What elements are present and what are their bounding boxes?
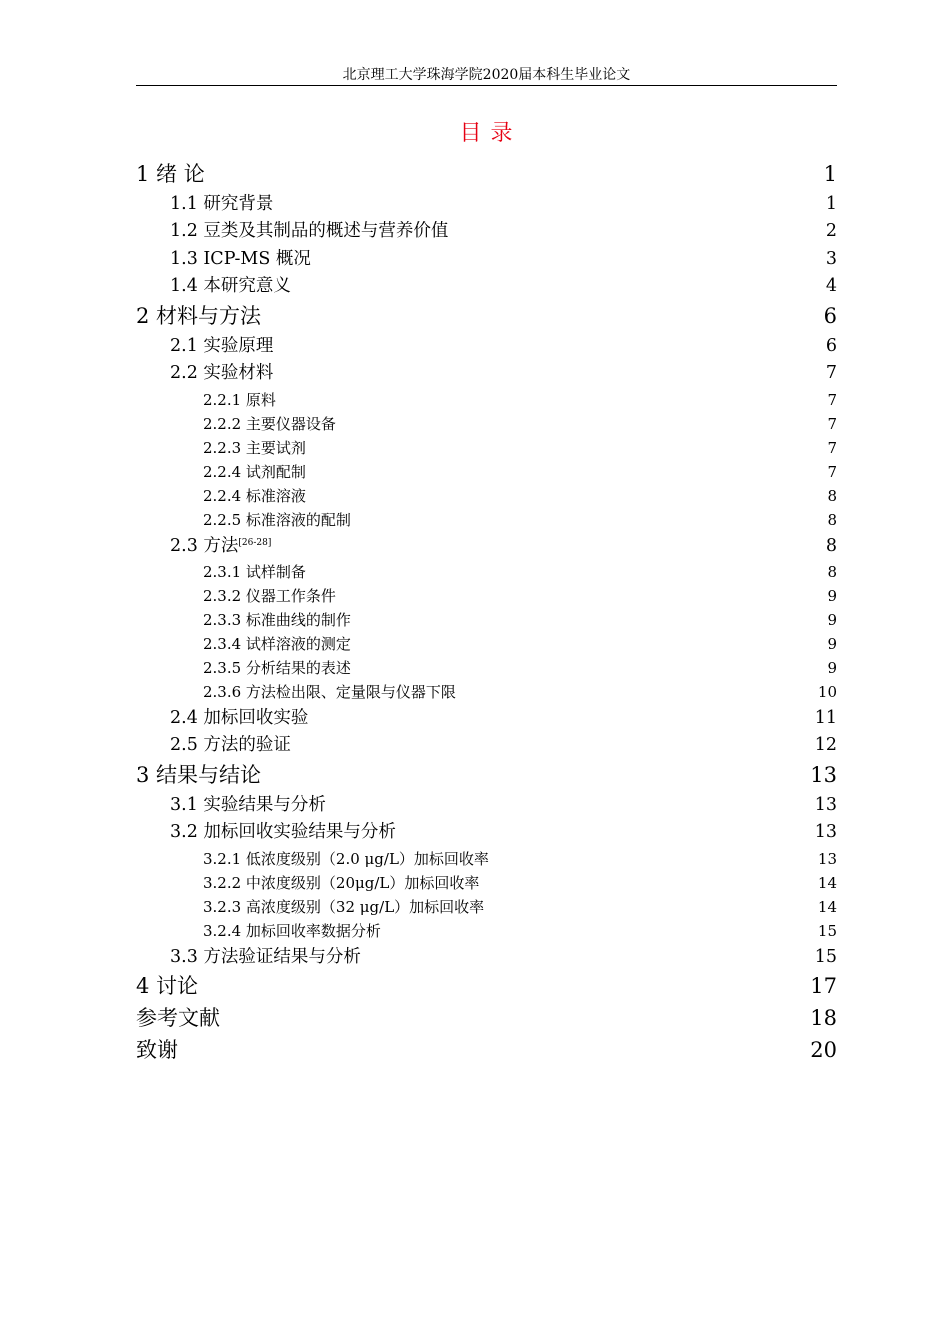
toc-entry-label	[136, 658, 351, 678]
toc-entry-text: 4 讨论	[136, 974, 199, 998]
toc-entry-text: 3.2.2 中浓度级别（20μg/L）加标回收率	[203, 874, 480, 892]
citation-superscript: [26-28]	[238, 538, 272, 548]
toc-entry-label	[136, 486, 306, 506]
toc-entry-label	[136, 873, 479, 893]
toc-entry	[136, 610, 837, 630]
toc-entry	[136, 390, 837, 410]
toc-entry-label	[136, 160, 205, 188]
toc-entry-page-number: 12	[814, 735, 837, 755]
toc-entry-text: 1.3 ICP-MS 概况	[170, 249, 311, 269]
toc-entry-text: 2.3.4 试样溶液的测定	[203, 635, 351, 653]
running-header: 北京理工大学珠海学院2020届本科生毕业论文	[342, 67, 631, 83]
toc-entry	[136, 274, 837, 298]
toc-entry	[136, 873, 837, 893]
toc-entry-label	[136, 945, 361, 969]
toc-entry	[136, 562, 837, 582]
toc-entry-text: 2.2.1 原料	[203, 391, 276, 409]
toc-entry-text: 2.2.5 标准溶液的配制	[203, 511, 351, 529]
toc-entry-text: 2.2.2 主要仪器设备	[203, 415, 336, 433]
toc-entry-page-number: 10	[817, 683, 837, 701]
toc-entry-label	[136, 219, 448, 243]
toc-entry	[136, 945, 837, 969]
toc-entry-page-number: 17	[810, 974, 837, 998]
toc-entry-text: 2.1 实验原理	[170, 336, 274, 356]
toc-entry-label	[136, 1036, 178, 1064]
toc-entry-label	[136, 682, 456, 702]
toc-entry	[136, 334, 837, 358]
toc-entry-label	[136, 793, 326, 817]
toc-entry-page-number: 7	[827, 463, 837, 481]
toc-entry	[136, 658, 837, 678]
toc-entry-label	[136, 462, 306, 482]
toc-entry-page-number: 13	[814, 822, 837, 842]
toc-entry-page-number: 15	[814, 947, 837, 967]
toc-entry-text: 2.3 方法	[170, 536, 239, 556]
toc-entry-text: 1.1 研究背景	[170, 194, 274, 214]
toc-entry-page-number: 20	[810, 1038, 837, 1062]
toc-entry	[136, 192, 837, 216]
toc-entry-page-number: 3	[825, 249, 837, 269]
toc-entry-label	[136, 390, 276, 410]
toc-entry-label	[136, 192, 273, 216]
toc-entry-text: 3.2.4 加标回收率数据分析	[203, 922, 381, 940]
header-rule	[136, 85, 837, 86]
toc-entry-page-number: 18	[810, 1006, 837, 1030]
toc-entry-label	[136, 733, 291, 757]
toc-entry-label	[136, 361, 273, 385]
toc-entry	[136, 761, 837, 789]
toc-entry-page-number: 8	[827, 511, 837, 529]
toc-entry-page-number: 7	[827, 439, 837, 457]
toc-entry	[136, 706, 837, 730]
toc-entry	[136, 733, 837, 757]
toc-entry-text: 2 材料与方法	[136, 304, 262, 328]
toc-title: 目 录	[459, 121, 514, 146]
toc-entry-text: 2.4 加标回收实验	[170, 708, 309, 728]
toc-entry-label	[136, 438, 306, 458]
toc-entry	[136, 682, 837, 702]
toc-entry-page-number: 8	[825, 536, 837, 556]
toc-entry-page-number: 14	[817, 874, 837, 892]
toc-entry-page-number: 1	[823, 162, 837, 186]
toc-entry	[136, 219, 837, 243]
toc-entry	[136, 361, 837, 385]
toc-entry	[136, 462, 837, 482]
toc-entry-text: 2.3.2 仪器工作条件	[203, 587, 336, 605]
toc-entry-text: 3.1 实验结果与分析	[170, 795, 326, 815]
toc-entry	[136, 586, 837, 606]
toc-entry-page-number: 13	[817, 850, 837, 868]
toc-entry-label	[136, 534, 271, 558]
toc-entry-text: 1 绪 论	[136, 162, 205, 186]
toc-entry-text: 2.3.1 试样制备	[203, 563, 306, 581]
toc-entry	[136, 634, 837, 654]
toc-entry-label	[136, 972, 198, 1000]
toc-entry	[136, 302, 837, 330]
toc-entry-label	[136, 510, 351, 530]
toc-entry-page-number: 9	[827, 587, 837, 605]
toc-entry-label	[136, 897, 484, 917]
toc-entry-text: 3 结果与结论	[136, 763, 262, 787]
toc-entry-label	[136, 820, 396, 844]
toc-entry-text: 2.5 方法的验证	[170, 735, 291, 755]
toc-entry-label	[136, 562, 306, 582]
toc-entry-page-number: 8	[827, 487, 837, 505]
toc-entry-text: 2.2.4 标准溶液	[203, 487, 306, 505]
toc-entry-page-number: 2	[825, 221, 837, 241]
toc-entry-text: 2.3.3 标准曲线的制作	[203, 611, 351, 629]
toc-entry-text: 2.3.6 方法检出限、定量限与仪器下限	[203, 683, 456, 701]
toc-entry-text: 2.3.5 分析结果的表述	[203, 659, 351, 677]
toc-entry-text: 3.3 方法验证结果与分析	[170, 947, 361, 967]
toc-entry-label	[136, 634, 351, 654]
toc-entry-page-number: 15	[817, 922, 837, 940]
toc-entry	[136, 793, 837, 817]
toc-entry	[136, 897, 837, 917]
toc-entry-label	[136, 586, 336, 606]
toc-entry-page-number: 4	[825, 276, 837, 296]
toc-entry-page-number: 7	[827, 415, 837, 433]
toc-entry-text: 1.2 豆类及其制品的概述与营养价值	[170, 221, 449, 241]
toc-entry	[136, 849, 837, 869]
toc-entry-label	[136, 414, 336, 434]
toc-entry-page-number: 9	[827, 635, 837, 653]
toc-entry	[136, 414, 837, 434]
toc-entry	[136, 972, 837, 1000]
toc-entry-page-number: 11	[814, 708, 837, 728]
toc-entry-page-number: 13	[810, 763, 837, 787]
toc-entry	[136, 160, 837, 188]
toc-entry-label	[136, 334, 273, 358]
toc-entry-text: 3.2 加标回收实验结果与分析	[170, 822, 396, 842]
toc-entry	[136, 534, 837, 558]
toc-entry-page-number: 7	[827, 391, 837, 409]
toc-entry-page-number: 6	[825, 336, 837, 356]
toc-entry-page-number: 9	[827, 659, 837, 677]
toc-entry-label	[136, 610, 351, 630]
toc-entry	[136, 486, 837, 506]
toc-entry-text: 3.2.1 低浓度级别（2.0 μg/L）加标回收率	[203, 850, 489, 868]
toc-entry-page-number: 9	[827, 611, 837, 629]
toc-entry	[136, 1004, 837, 1032]
toc-entry-label	[136, 761, 261, 789]
toc-entry	[136, 510, 837, 530]
toc-entry-label	[136, 247, 311, 271]
toc-entry-label	[136, 849, 489, 869]
toc-entry-page-number: 6	[823, 304, 837, 328]
toc-entry	[136, 247, 837, 271]
toc-entry-label	[136, 274, 291, 298]
toc-entry-page-number: 14	[817, 898, 837, 916]
toc-entry-page-number: 8	[827, 563, 837, 581]
toc-entry-text: 3.2.3 高浓度级别（32 μg/L）加标回收率	[203, 898, 485, 916]
toc-entry	[136, 1036, 837, 1064]
toc-entry-page-number: 1	[825, 194, 837, 214]
toc-entry-page-number: 7	[825, 363, 837, 383]
toc-entry-label	[136, 302, 261, 330]
toc-entry-text: 参考文献	[136, 1006, 220, 1030]
toc-entry-label	[136, 921, 381, 941]
toc-entry-text: 致谢	[136, 1038, 178, 1062]
toc-entry-text: 2.2.3 主要试剂	[203, 439, 306, 457]
toc-entry-page-number: 13	[814, 795, 837, 815]
toc-entry-label	[136, 1004, 220, 1032]
toc-entry-text: 1.4 本研究意义	[170, 276, 291, 296]
toc-entry-text: 2.2.4 试剂配制	[203, 463, 306, 481]
toc-entry-label	[136, 706, 308, 730]
toc-entry-text: 2.2 实验材料	[170, 363, 274, 383]
toc-entry	[136, 921, 837, 941]
toc-entry	[136, 438, 837, 458]
toc-entry	[136, 820, 837, 844]
